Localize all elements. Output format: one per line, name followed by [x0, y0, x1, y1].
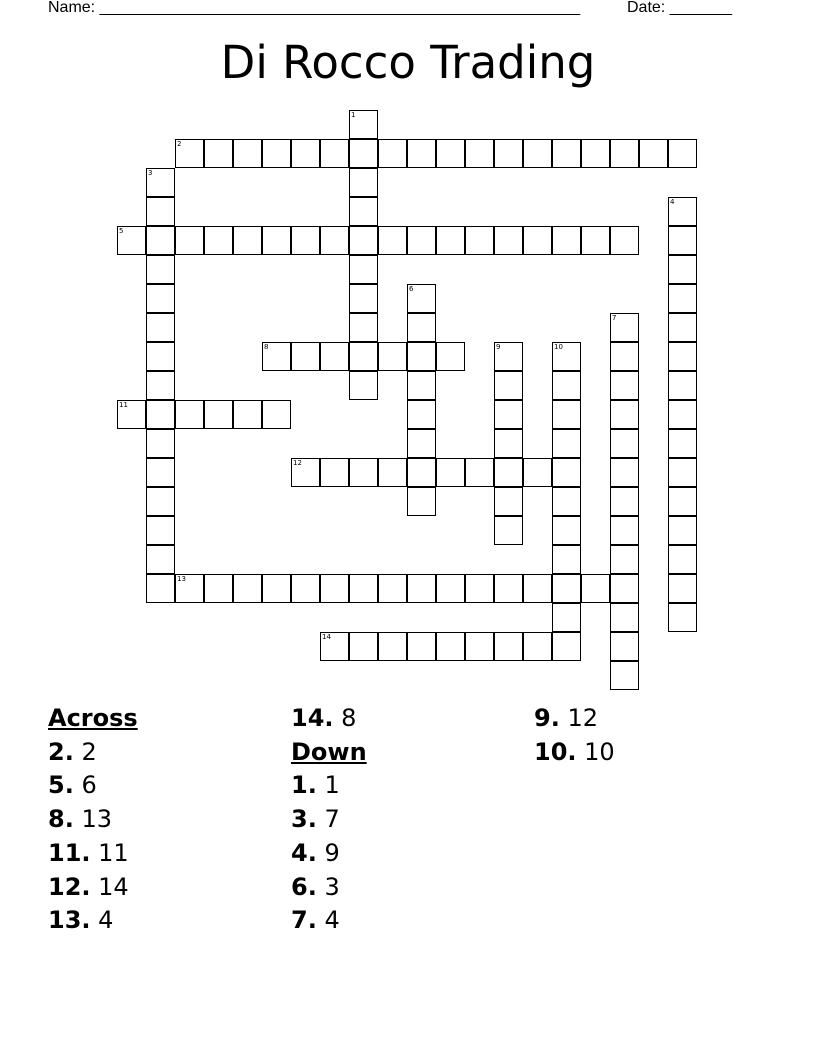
grid-cell[interactable] — [233, 139, 262, 168]
grid-cell[interactable] — [204, 400, 233, 429]
down-clue — [291, 837, 531, 871]
grid-cell[interactable] — [407, 458, 436, 487]
grid-cell[interactable] — [407, 400, 436, 429]
grid-cell[interactable] — [436, 574, 465, 603]
cell-number: 3 — [148, 169, 153, 177]
grid-cell[interactable] — [320, 458, 349, 487]
grid-cell[interactable] — [407, 226, 436, 255]
down-clue — [291, 871, 531, 905]
grid-cell[interactable] — [262, 400, 291, 429]
grid-cell[interactable] — [407, 139, 436, 168]
clue-text: 12 — [567, 704, 599, 732]
grid-cell[interactable] — [291, 342, 320, 371]
grid-cell[interactable] — [494, 400, 523, 429]
grid-cell[interactable] — [175, 226, 204, 255]
clue-number: 13. — [48, 906, 91, 935]
grid-cell[interactable] — [407, 371, 436, 400]
grid-cell[interactable] — [175, 574, 204, 603]
cell-number: 12 — [293, 459, 302, 467]
grid-cell[interactable] — [668, 545, 697, 574]
clue-text: 1 — [324, 771, 340, 800]
grid-cell[interactable] — [436, 342, 465, 371]
grid-cell[interactable] — [262, 574, 291, 603]
grid-cell[interactable] — [610, 139, 639, 168]
grid-cell[interactable] — [349, 574, 378, 603]
grid-cell[interactable] — [668, 400, 697, 429]
grid-cell[interactable] — [407, 574, 436, 603]
clue-number: 6. — [291, 872, 317, 901]
grid-cell[interactable] — [349, 168, 378, 197]
grid-cell[interactable] — [610, 400, 639, 429]
cell-number: 13 — [177, 575, 186, 583]
page-title: Di Rocco Trading — [220, 36, 596, 89]
grid-cell[interactable] — [204, 226, 233, 255]
grid-cell[interactable] — [349, 139, 378, 168]
grid-cell[interactable] — [494, 139, 523, 168]
grid-cell[interactable] — [117, 226, 146, 255]
grid-cell[interactable] — [349, 371, 378, 400]
grid-cell[interactable] — [146, 545, 175, 574]
cell-number: 7 — [612, 314, 617, 322]
clue-text: 11 — [98, 838, 129, 867]
grid-cell[interactable] — [320, 342, 349, 371]
grid-cell[interactable] — [146, 458, 175, 487]
grid-cell[interactable] — [523, 574, 552, 603]
grid-cell[interactable] — [552, 487, 581, 516]
grid-cell[interactable] — [552, 139, 581, 168]
clue-number: 7. — [291, 906, 317, 935]
clue-text: 9 — [324, 838, 340, 867]
grid-cell[interactable] — [610, 487, 639, 516]
grid-cell[interactable] — [494, 429, 523, 458]
grid-cell[interactable] — [552, 632, 581, 661]
grid-cell[interactable] — [523, 139, 552, 168]
grid-cell[interactable] — [668, 197, 697, 226]
grid-cell[interactable] — [407, 284, 436, 313]
cell-number: 6 — [409, 285, 414, 293]
clue-number: 14. — [291, 704, 334, 732]
grid-cell[interactable] — [204, 139, 233, 168]
grid-cell[interactable] — [436, 139, 465, 168]
grid-cell[interactable] — [320, 139, 349, 168]
grid-cell[interactable] — [146, 400, 175, 429]
grid-cell[interactable] — [552, 458, 581, 487]
grid-cell[interactable] — [378, 226, 407, 255]
grid-cell[interactable] — [552, 342, 581, 371]
cell-number: 1 — [351, 111, 356, 119]
grid-cell[interactable] — [262, 226, 291, 255]
grid-cell[interactable] — [552, 400, 581, 429]
down-heading: Down — [291, 737, 367, 766]
clue-text: 13 — [81, 805, 113, 834]
clue-text: 2 — [81, 737, 97, 766]
grid-cell[interactable] — [465, 632, 494, 661]
grid-cell[interactable] — [523, 226, 552, 255]
grid-cell[interactable] — [291, 139, 320, 168]
grid-cell[interactable] — [146, 197, 175, 226]
grid-cell[interactable] — [610, 313, 639, 342]
cell-number: 11 — [119, 401, 128, 409]
grid-cell[interactable] — [349, 255, 378, 284]
grid-cell[interactable] — [146, 284, 175, 313]
grid-cell[interactable] — [146, 574, 175, 603]
grid-cell[interactable] — [494, 487, 523, 516]
grid-cell[interactable] — [436, 226, 465, 255]
clue-column-2 — [291, 702, 531, 938]
grid-cell[interactable] — [668, 284, 697, 313]
cell-number: 4 — [670, 198, 675, 206]
grid-cell[interactable] — [668, 487, 697, 516]
grid-cell[interactable] — [233, 574, 262, 603]
grid-cell[interactable] — [320, 574, 349, 603]
date-field-label: Date: _______ — [627, 0, 732, 16]
grid-cell[interactable] — [668, 371, 697, 400]
cell-number: 8 — [264, 343, 269, 351]
clue-text: 4 — [324, 906, 340, 935]
clue-text: 7 — [324, 805, 340, 834]
grid-cell[interactable] — [552, 429, 581, 458]
grid-cell[interactable] — [320, 632, 349, 661]
grid-cell[interactable] — [146, 226, 175, 255]
grid-cell[interactable] — [146, 429, 175, 458]
clue-text: 4 — [98, 906, 114, 935]
grid-cell[interactable] — [436, 632, 465, 661]
across-clue — [48, 871, 288, 905]
grid-cell[interactable] — [494, 371, 523, 400]
clue-text: 8 — [341, 704, 357, 732]
clue-number: 2. — [48, 737, 74, 766]
down-clue — [291, 803, 531, 837]
grid-cell[interactable] — [291, 458, 320, 487]
grid-cell[interactable] — [407, 429, 436, 458]
cell-number: 5 — [119, 227, 124, 235]
grid-cell[interactable] — [436, 458, 465, 487]
grid-cell[interactable] — [349, 197, 378, 226]
grid-cell[interactable] — [552, 545, 581, 574]
grid-cell[interactable] — [349, 110, 378, 139]
grid-cell[interactable] — [668, 255, 697, 284]
grid-cell[interactable] — [610, 661, 639, 690]
clue-number: 4. — [291, 838, 317, 867]
grid-cell[interactable] — [668, 139, 697, 168]
grid-cell[interactable] — [378, 458, 407, 487]
grid-cell[interactable] — [146, 313, 175, 342]
grid-cell[interactable] — [494, 516, 523, 545]
grid-cell[interactable] — [581, 574, 610, 603]
down-clue — [534, 736, 774, 770]
across-clue — [48, 769, 288, 803]
grid-cell[interactable] — [146, 342, 175, 371]
grid-cell[interactable] — [610, 342, 639, 371]
grid-cell[interactable] — [407, 313, 436, 342]
clue-column-3 — [534, 702, 774, 769]
grid-cell[interactable] — [407, 487, 436, 516]
grid-cell[interactable] — [146, 371, 175, 400]
grid-cell[interactable] — [291, 574, 320, 603]
grid-cell[interactable] — [610, 371, 639, 400]
grid-cell[interactable] — [668, 429, 697, 458]
grid-cell[interactable] — [610, 603, 639, 632]
grid-cell[interactable] — [610, 226, 639, 255]
grid-cell[interactable] — [378, 632, 407, 661]
grid-cell[interactable] — [378, 342, 407, 371]
grid-cell[interactable] — [668, 603, 697, 632]
down-clue — [534, 702, 774, 736]
grid-cell[interactable] — [552, 574, 581, 603]
across-clue — [48, 736, 288, 770]
grid-cell[interactable] — [233, 400, 262, 429]
clue-number: 12. — [48, 872, 91, 901]
grid-cell[interactable] — [378, 574, 407, 603]
grid-cell[interactable] — [581, 139, 610, 168]
grid-cell[interactable] — [349, 313, 378, 342]
cell-number: 2 — [177, 140, 182, 148]
grid-cell[interactable] — [552, 603, 581, 632]
grid-cell[interactable] — [349, 226, 378, 255]
cell-number: 14 — [322, 633, 331, 641]
down-clue — [291, 769, 531, 803]
grid-cell[interactable] — [552, 371, 581, 400]
clue-text: 3 — [324, 872, 340, 901]
cell-number: 10 — [554, 343, 563, 351]
grid-cell[interactable] — [494, 632, 523, 661]
grid-cell[interactable] — [233, 226, 262, 255]
grid-cell[interactable] — [204, 574, 233, 603]
down-clue — [291, 904, 531, 938]
grid-cell[interactable] — [320, 226, 349, 255]
grid-cell[interactable] — [610, 516, 639, 545]
across-clue — [48, 904, 288, 938]
grid-cell[interactable] — [668, 313, 697, 342]
clue-number: 8. — [48, 805, 74, 834]
grid-cell[interactable] — [146, 487, 175, 516]
grid-cell[interactable] — [465, 139, 494, 168]
clue-text: 10 — [584, 737, 615, 766]
grid-cell[interactable] — [610, 429, 639, 458]
grid-cell[interactable] — [610, 458, 639, 487]
grid-cell[interactable] — [494, 574, 523, 603]
clue-text: 6 — [81, 771, 97, 800]
grid-cell[interactable] — [581, 226, 610, 255]
across-heading: Across — [48, 704, 138, 732]
across-clue — [291, 702, 531, 736]
grid-cell[interactable] — [465, 226, 494, 255]
grid-cell[interactable] — [523, 632, 552, 661]
across-clue — [48, 837, 288, 871]
grid-cell[interactable] — [639, 139, 668, 168]
grid-cell[interactable] — [494, 458, 523, 487]
clue-number: 10. — [534, 737, 577, 766]
grid-cell[interactable] — [668, 342, 697, 371]
grid-cell[interactable] — [610, 545, 639, 574]
grid-cell[interactable] — [552, 516, 581, 545]
clue-number: 9. — [534, 704, 560, 732]
grid-cell[interactable] — [262, 342, 291, 371]
grid-cell[interactable] — [349, 284, 378, 313]
grid-cell[interactable] — [610, 632, 639, 661]
grid-cell[interactable] — [349, 458, 378, 487]
grid-cell[interactable] — [494, 342, 523, 371]
name-field-label: Name: ______________________________________________________ — [48, 0, 581, 16]
grid-cell[interactable] — [146, 255, 175, 284]
grid-cell[interactable] — [146, 516, 175, 545]
grid-cell[interactable] — [378, 139, 407, 168]
clue-number: 3. — [291, 805, 317, 834]
grid-cell[interactable] — [349, 342, 378, 371]
grid-cell[interactable] — [349, 632, 378, 661]
clue-number: 1. — [291, 771, 317, 800]
grid-cell[interactable] — [291, 226, 320, 255]
grid-cell[interactable] — [494, 226, 523, 255]
grid-cell[interactable] — [117, 400, 146, 429]
grid-cell[interactable] — [407, 342, 436, 371]
grid-cell[interactable] — [668, 574, 697, 603]
grid-cell[interactable] — [610, 574, 639, 603]
across-clue — [48, 803, 288, 837]
grid-cell[interactable] — [668, 458, 697, 487]
grid-cell[interactable] — [552, 226, 581, 255]
grid-cell[interactable] — [175, 139, 204, 168]
grid-cell[interactable] — [465, 458, 494, 487]
clue-column-1 — [48, 702, 288, 938]
grid-cell[interactable] — [262, 139, 291, 168]
grid-cell[interactable] — [668, 516, 697, 545]
grid-cell[interactable] — [146, 168, 175, 197]
cell-number: 9 — [496, 343, 501, 351]
grid-cell[interactable] — [523, 458, 552, 487]
grid-cell[interactable] — [175, 400, 204, 429]
clue-number: 11. — [48, 838, 91, 867]
clue-number: 5. — [48, 771, 74, 800]
clue-text: 14 — [98, 872, 129, 901]
grid-cell[interactable] — [465, 574, 494, 603]
grid-cell[interactable] — [668, 226, 697, 255]
grid-cell[interactable] — [407, 632, 436, 661]
